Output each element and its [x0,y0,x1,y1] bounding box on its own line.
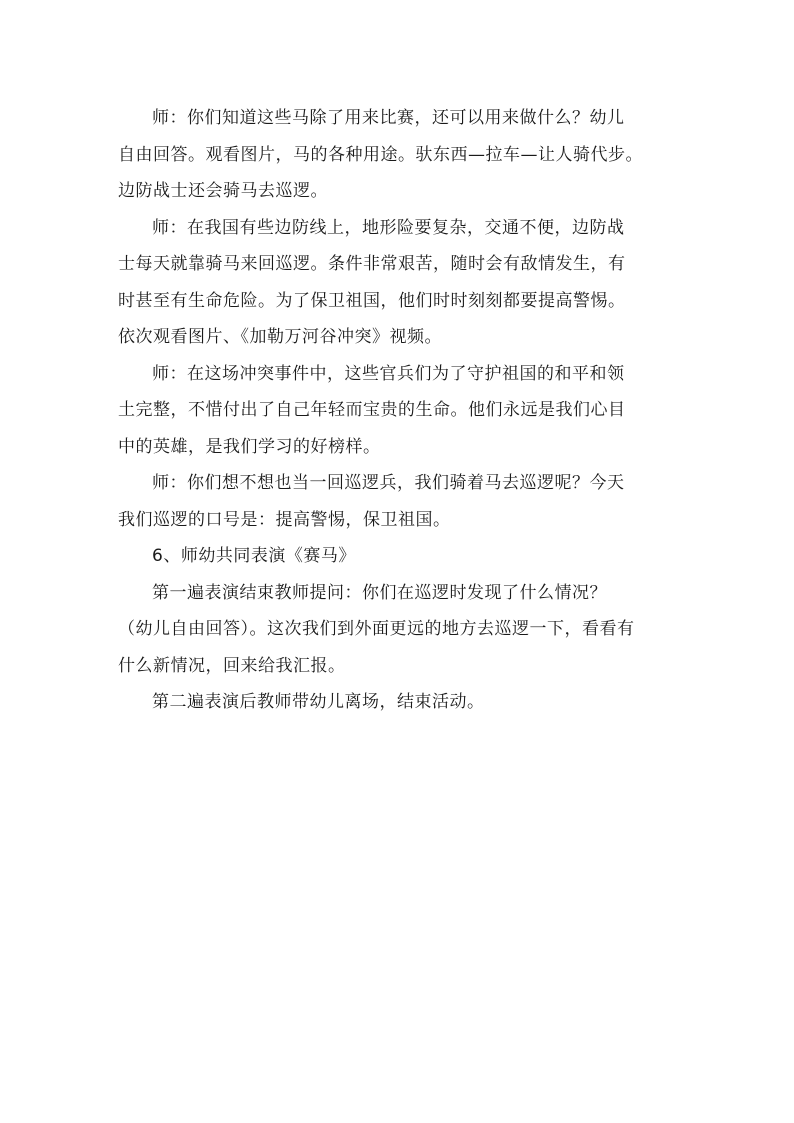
text-line: 时甚至有生命危险。为了保卫祖国，他们时时刻刻都要提高警惕。 [118,290,626,311]
text-line: 我们巡逻的口号是：提高警惕，保卫祖国。 [118,509,451,530]
text-line: 什么新情况，回来给我汇报。 [118,655,346,676]
section-heading-performance [118,538,680,575]
text-line: 师：在我国有些边防线上，地形险要复杂，交通不便，边防战 [152,217,625,238]
paragraph-border-patrol [118,210,680,356]
paragraph-ending [118,684,680,721]
text-line: 第二遍表演后教师带幼儿离场，结束活动。 [152,692,485,712]
text-line: 士每天就靠骑马来回巡逻。条件非常艰苦，随时会有敌情发生，有 [118,254,626,274]
text-line: 中的英雄，是我们学习的好榜样。 [118,436,381,457]
text-line: 边防战士还会骑马去巡逻。 [118,181,328,201]
paragraph-first-performance [118,575,680,685]
text-line: 6、师幼共同表演《赛马》 [152,546,356,566]
paragraph-horse-uses [118,100,680,210]
paragraph-patrol-slogan [118,465,680,538]
text-line: 师：在这场冲突事件中，这些官兵们为了守护祖国的和平和领 [152,363,625,384]
text-line: 自由回答。观看图片，马的各种用途。驮东西—拉车—让人骑代步。 [118,144,643,165]
text-line: 依次观看图片、《加勒万河谷冲突》视频。 [118,327,442,347]
text-line: 师：你们知道这些马除了用来比赛，还可以用来做什么？幼儿 [152,108,625,128]
text-line: 第一遍表演结束教师提问：你们在巡逻时发现了什么情况？ [152,582,607,603]
text-line: 师：你们想不想也当一回巡逻兵，我们骑着马去巡逻呢？今天 [152,473,625,493]
paragraph-heroes [118,356,680,466]
text-line: 土完整，不惜付出了自己年轻而宝贵的生命。他们永远是我们心目 [118,400,626,420]
document-body [118,100,680,721]
text-line: （幼儿自由回答）。这次我们到外面更远的地方去巡逻一下，看看有 [118,619,635,639]
